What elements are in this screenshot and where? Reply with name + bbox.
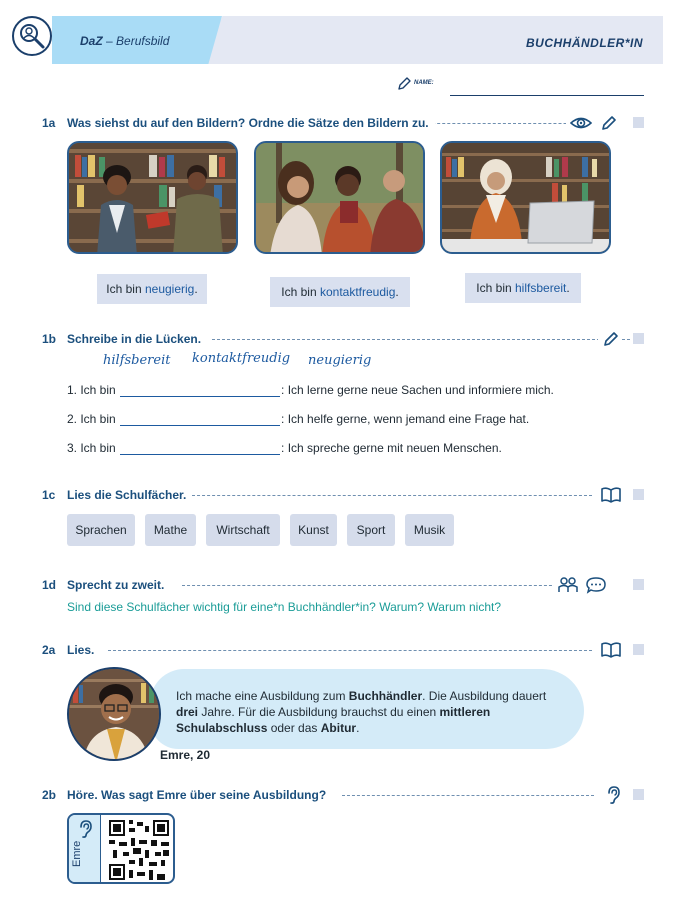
ear-icon xyxy=(604,786,622,804)
task-number: 2a xyxy=(42,643,56,657)
discussion-question: Sind diese Schulfächer wichtig für eine*n Buchhändler*in? Warum? Warum nicht? xyxy=(67,600,501,614)
photo-bookshop-conversation xyxy=(67,141,238,254)
avatar xyxy=(67,667,161,761)
sentence-card-hilfsbereit[interactable]: Ich bin hilfsbereit . xyxy=(465,273,581,303)
word-bank-item: neugierig xyxy=(308,353,372,368)
subject-chip: Mathe xyxy=(145,514,196,546)
job-search-logo-icon xyxy=(12,16,52,56)
photo-friends-laughing xyxy=(254,141,425,254)
word-bank-item: kontaktfreudig xyxy=(192,351,291,366)
dotted-line xyxy=(212,339,630,340)
pencil-icon xyxy=(602,330,620,348)
checkbox[interactable] xyxy=(633,644,644,655)
subject-chip: Sprachen xyxy=(67,514,135,546)
photo-library-laptop xyxy=(440,141,611,254)
task-2b-header xyxy=(42,786,644,804)
book-icon xyxy=(600,641,622,659)
task-title: Sprecht zu zweit. xyxy=(67,578,170,592)
speech-bubble-icon xyxy=(586,576,606,594)
task-number: 1c xyxy=(42,488,56,502)
audio-qr-card[interactable] xyxy=(67,813,175,884)
subject-chip: Sport xyxy=(347,514,395,546)
task-number: 2b xyxy=(42,788,57,802)
dotted-line xyxy=(342,795,594,796)
sentence-card-neugierig[interactable]: Ich bin neugierig . xyxy=(97,274,207,304)
task-title: Lies. xyxy=(67,643,100,657)
task-title: Lies die Schulfächer. xyxy=(67,488,192,502)
qr-code-icon xyxy=(109,820,169,880)
task-1a-header xyxy=(42,114,644,132)
subject-chip: Wirtschaft xyxy=(206,514,280,546)
task-2a-header xyxy=(42,641,644,659)
task-number: 1b xyxy=(42,332,57,346)
pencil-icon xyxy=(600,114,618,132)
task-1b-header xyxy=(42,330,644,348)
ear-icon xyxy=(76,820,94,838)
gap-input[interactable] xyxy=(120,414,280,426)
checkbox[interactable] xyxy=(633,333,644,344)
speaker-name: Emre, 20 xyxy=(160,748,211,762)
word-bank-item: hilfsbereit xyxy=(103,353,171,368)
checkbox[interactable] xyxy=(633,789,644,800)
eye-icon xyxy=(570,114,592,132)
book-icon xyxy=(600,486,622,504)
gap-input[interactable] xyxy=(120,443,280,455)
dotted-line xyxy=(192,495,592,496)
task-number: 1d xyxy=(42,578,57,592)
audio-card-label: Emre xyxy=(71,840,83,867)
task-1d-header xyxy=(42,576,644,594)
gap-sentence-2: 2. Ich bin : Ich helfe gerne, wenn jemand eine Frage hat. xyxy=(67,412,530,426)
series-label: DaZ – Berufsbild xyxy=(80,34,170,48)
checkbox[interactable] xyxy=(633,579,644,590)
gap-input[interactable] xyxy=(120,385,280,397)
gap-sentence-1: 1. Ich bin : Ich lerne gerne neue Sachen und informiere mich. xyxy=(67,383,554,397)
dotted-line xyxy=(182,585,562,586)
pencil-icon xyxy=(396,76,412,92)
checkbox[interactable] xyxy=(633,117,644,128)
subject-chip: Musik xyxy=(405,514,454,546)
task-number: 1a xyxy=(42,116,56,130)
subject-chip: Kunst xyxy=(290,514,337,546)
pair-icon xyxy=(558,576,578,594)
task-title: Höre. Was sagt Emre über seine Ausbildung? xyxy=(67,788,332,802)
task-1c-header xyxy=(42,486,644,504)
name-field[interactable] xyxy=(396,74,644,98)
gap-sentence-3: 3. Ich bin : Ich spreche gerne mit neuen Menschen. xyxy=(67,441,502,455)
checkbox[interactable] xyxy=(633,489,644,500)
dotted-line xyxy=(108,650,592,651)
task-title: Was siehst du auf den Bildern? Ordne die Sätze den Bildern zu. xyxy=(67,116,435,130)
sentence-card-kontaktfreudig[interactable]: Ich bin kontaktfreudig . xyxy=(270,277,410,307)
name-line xyxy=(450,95,644,96)
job-title: BUCHHÄNDLER*IN xyxy=(526,36,643,50)
name-label: NAME: xyxy=(414,80,434,86)
task-title: Schreibe in die Lücken. xyxy=(67,332,207,346)
audio-card-sidebar xyxy=(69,815,101,882)
emre-statement: Ich mache eine Ausbildung zum Buchhändler. Die Ausbildung dauert drei Jahre. Für die Ausbildung brauchst du einen mittleren Schulabschluss oder das Abitur. xyxy=(176,689,547,735)
